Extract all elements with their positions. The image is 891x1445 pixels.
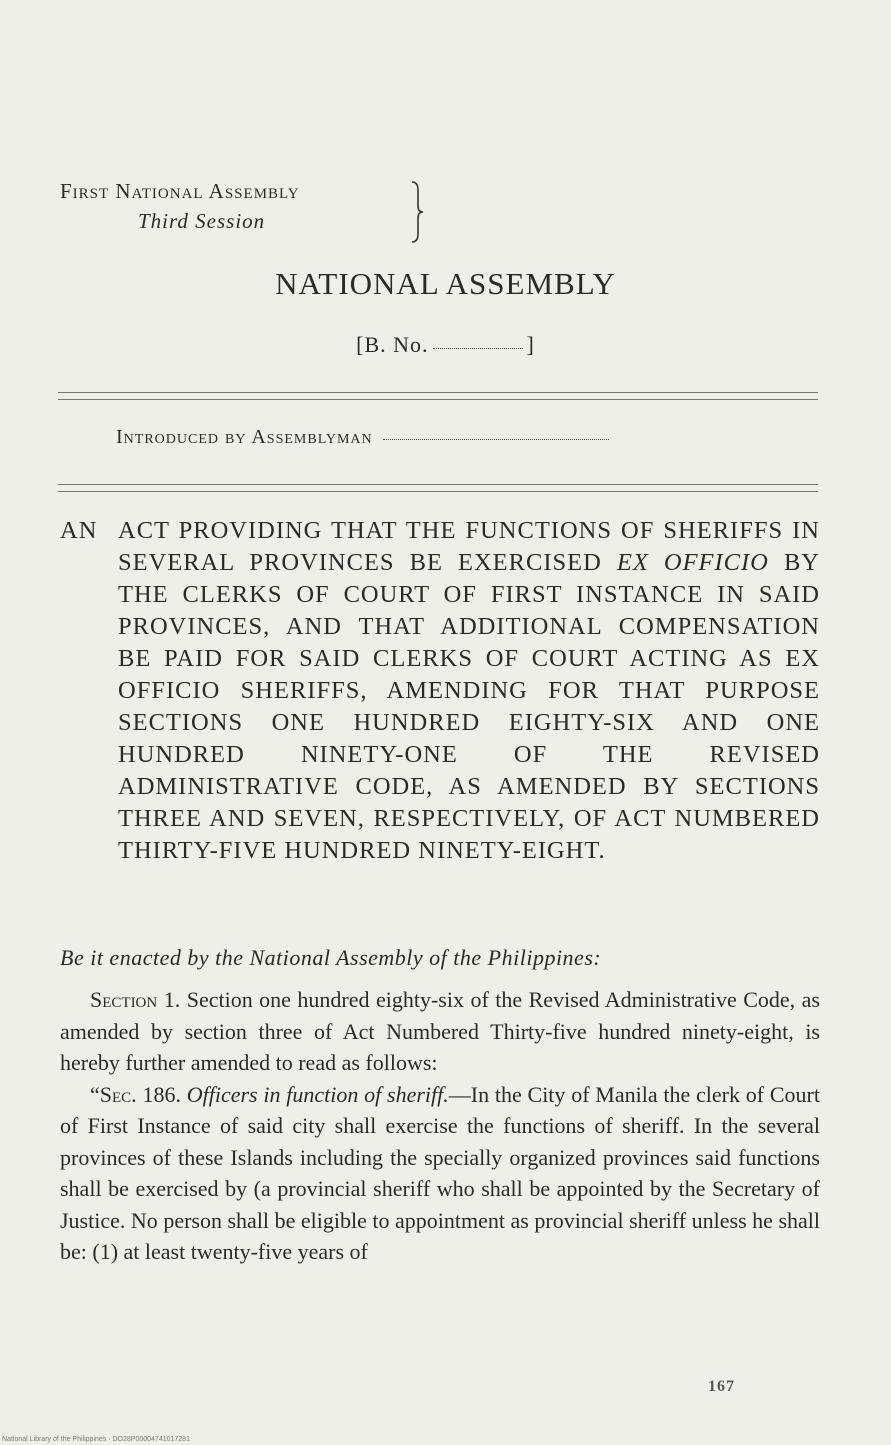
enacting-clause: Be it enacted by the National Assembly of the Philippines: bbox=[60, 945, 602, 970]
section-1-label: Section 1. bbox=[90, 987, 181, 1012]
assemblyman-blank bbox=[383, 439, 609, 440]
act-title-latin: EX OFFICIO bbox=[616, 549, 769, 576]
sec-186-label: “Sec. 186. bbox=[90, 1081, 181, 1107]
scan-footer-note: National Library of the Philippines · DO28P00004741017281 bbox=[2, 1436, 190, 1443]
sec-186-text: —In the City of Manila the clerk of Court of First Instance of said city shall exercise the functions of sheriff. In the several provinces of these Islands including the specially organized provinces said functions shall be exercised by (a provincial sheriff who shall be appointed by the Secretary of Justice. No person shall be eligible to appointment as provincial sheriff unless he shall be: (1) at least twenty-five years of bbox=[60, 1081, 820, 1264]
assembly-name: First National Assembly bbox=[60, 179, 300, 203]
act-title-part2: BY THE CLERKS OF COURT OF FIRST INSTANCE IN SAID PROVINCES, AND THAT ADDITIONAL COMPENSATION BE PAID FOR SAID CLERKS OF COURT ACTING AS EX OFFICIO SHERIFFS, AMENDING FOR THAT PURPOSE SECTIONS ONE HUNDRED EIGHTY-SIX AND ONE HUNDRED NINETY-ONE OF THE REVISED ADMINISTRATIVE CODE, AS AMENDED BY SECTIONS THREE AND SEVEN, RESPECTIVELY, OF ACT NUMBERED THIRTY-FIVE HUNDRED NINETY-EIGHT. bbox=[118, 549, 821, 864]
section-body bbox=[60, 984, 820, 1268]
session-name: Third Session bbox=[138, 209, 266, 233]
bill-number-suffix: ] bbox=[526, 332, 535, 357]
section-1-text: Section one hundred eighty-six of the Revised Administrative Code, as amended by section three of Act Numbered Thirty-five hundred ninety-eight, is hereby further amended to read as follows: bbox=[60, 987, 820, 1075]
act-title-lead: AN bbox=[60, 517, 98, 544]
act-title-body bbox=[118, 515, 820, 867]
act-title bbox=[60, 515, 820, 867]
double-rule-top bbox=[58, 392, 818, 400]
introduced-by-line bbox=[116, 426, 609, 449]
section-1-paragraph bbox=[60, 984, 820, 1079]
sec-186-heading: Officers in function of sheriff. bbox=[186, 1081, 449, 1107]
introduced-by-label: Introduced by Assemblyman bbox=[116, 426, 373, 448]
double-rule-bottom bbox=[58, 484, 818, 492]
brace-mark bbox=[410, 180, 424, 244]
page-number: 167 bbox=[708, 1378, 735, 1395]
bill-number bbox=[0, 332, 891, 358]
bill-number-prefix: [B. No. bbox=[356, 332, 429, 357]
page-title: NATIONAL ASSEMBLY bbox=[275, 266, 616, 301]
act-title-part1: ACT PROVIDING THAT THE FUNCTIONS OF SHERIFFS IN SEVERAL PROVINCES BE EXERCISED bbox=[118, 517, 820, 576]
bill-number-blank bbox=[433, 348, 523, 349]
sec-186-paragraph bbox=[60, 1079, 820, 1268]
session-heading bbox=[60, 176, 300, 236]
